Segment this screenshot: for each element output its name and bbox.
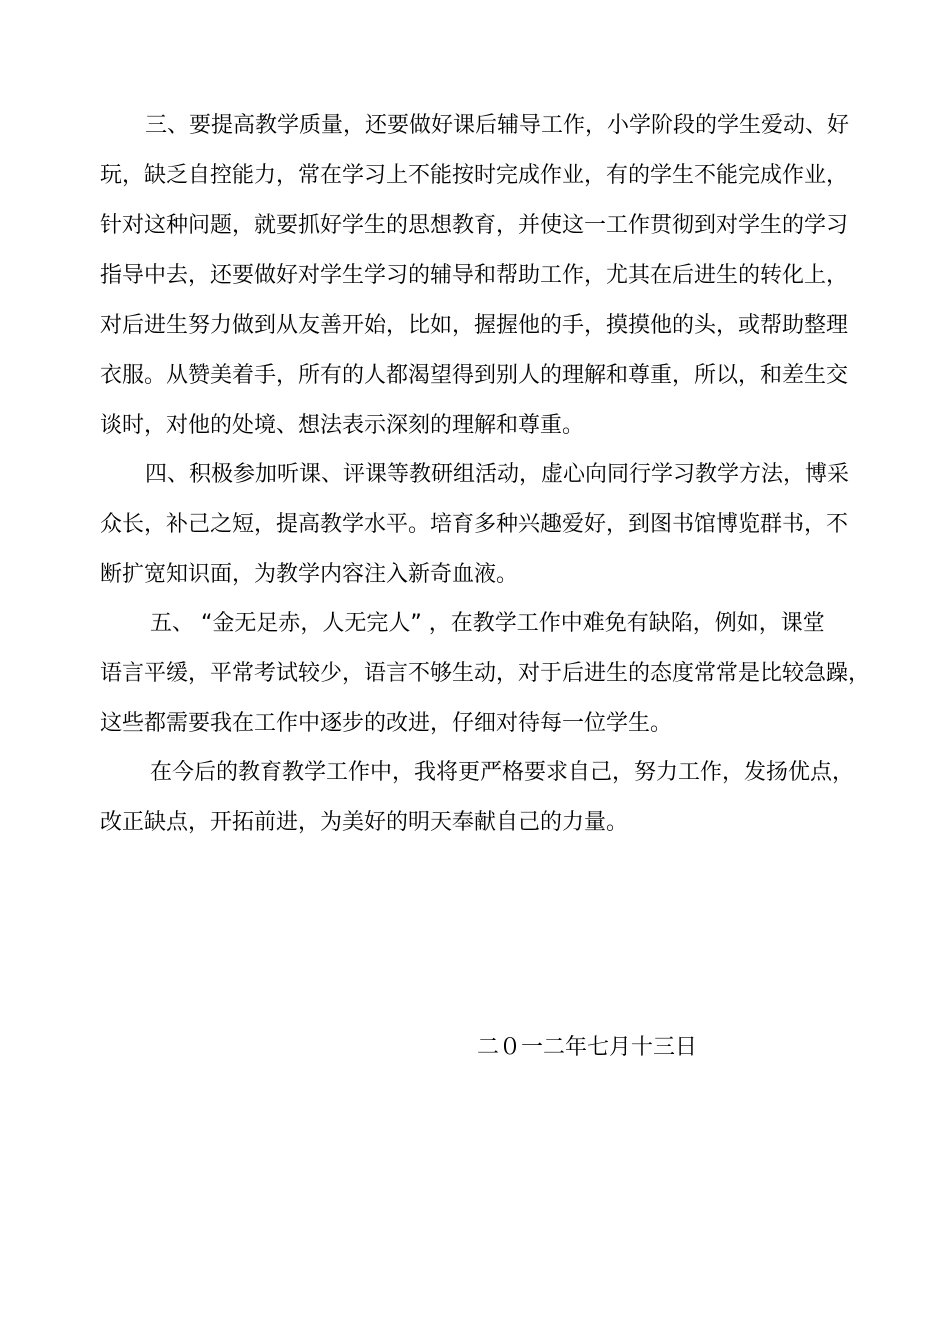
paragraph-5-line-2: 语言平缓，平常考试较少，语言不够生动，对于后进生的态度常常是比较急躁， — [100, 661, 871, 686]
paragraph-3-line-3: 针对这种问题，就要抓好学生的思想教育，并使这一工作贯彻到对学生的学习 — [100, 213, 849, 238]
document-date: 二０一二年七月十三日 — [477, 1035, 698, 1060]
paragraph-4-line-2: 众长，补己之短，提高教学水平。培育多种兴趣爱好，到图书馆博览群书，不 — [100, 512, 849, 537]
paragraph-4-line-1: 四、积极参加听课、评课等教研组活动，虚心向同行学习教学方法，博采 — [145, 462, 850, 487]
paragraph-5-line-3: 这些都需要我在工作中逐步的改进，仔细对待每一位学生。 — [100, 711, 673, 736]
paragraph-3-line-7: 谈时，对他的处境、想法表示深刻的理解和尊重。 — [100, 413, 585, 438]
paragraph-3-line-1: 三、要提高教学质量，还要做好课后辅导工作，小学阶段的学生爱动、好 — [145, 113, 850, 138]
closing-line-1: 在今后的教育教学工作中，我将更严格要求自己，努力工作，发扬优点， — [150, 760, 855, 785]
paragraph-3-line-4: 指导中去，还要做好对学生学习的辅导和帮助工作，尤其在后进生的转化上， — [100, 263, 849, 288]
paragraph-3-line-5: 对后进生努力做到从友善开始，比如，握握他的手，摸摸他的头，或帮助整理 — [100, 313, 849, 338]
paragraph-5-line-1: 五、 “金无足赤，人无完人” ，在教学工作中难免有缺陷，例如，课堂 — [150, 611, 825, 636]
paragraph-3-line-6: 衣服。从赞美着手，所有的人都渴望得到别人的理解和尊重，所以，和差生交 — [100, 363, 849, 388]
closing-line-2: 改正缺点，开拓前进，为美好的明天奉献自己的力量。 — [100, 810, 629, 835]
paragraph-3-line-2: 玩，缺乏自控能力，常在学习上不能按时完成作业，有的学生不能完成作业， — [100, 163, 849, 188]
paragraph-4-line-3: 断扩宽知识面，为教学内容注入新奇血液。 — [100, 562, 519, 587]
